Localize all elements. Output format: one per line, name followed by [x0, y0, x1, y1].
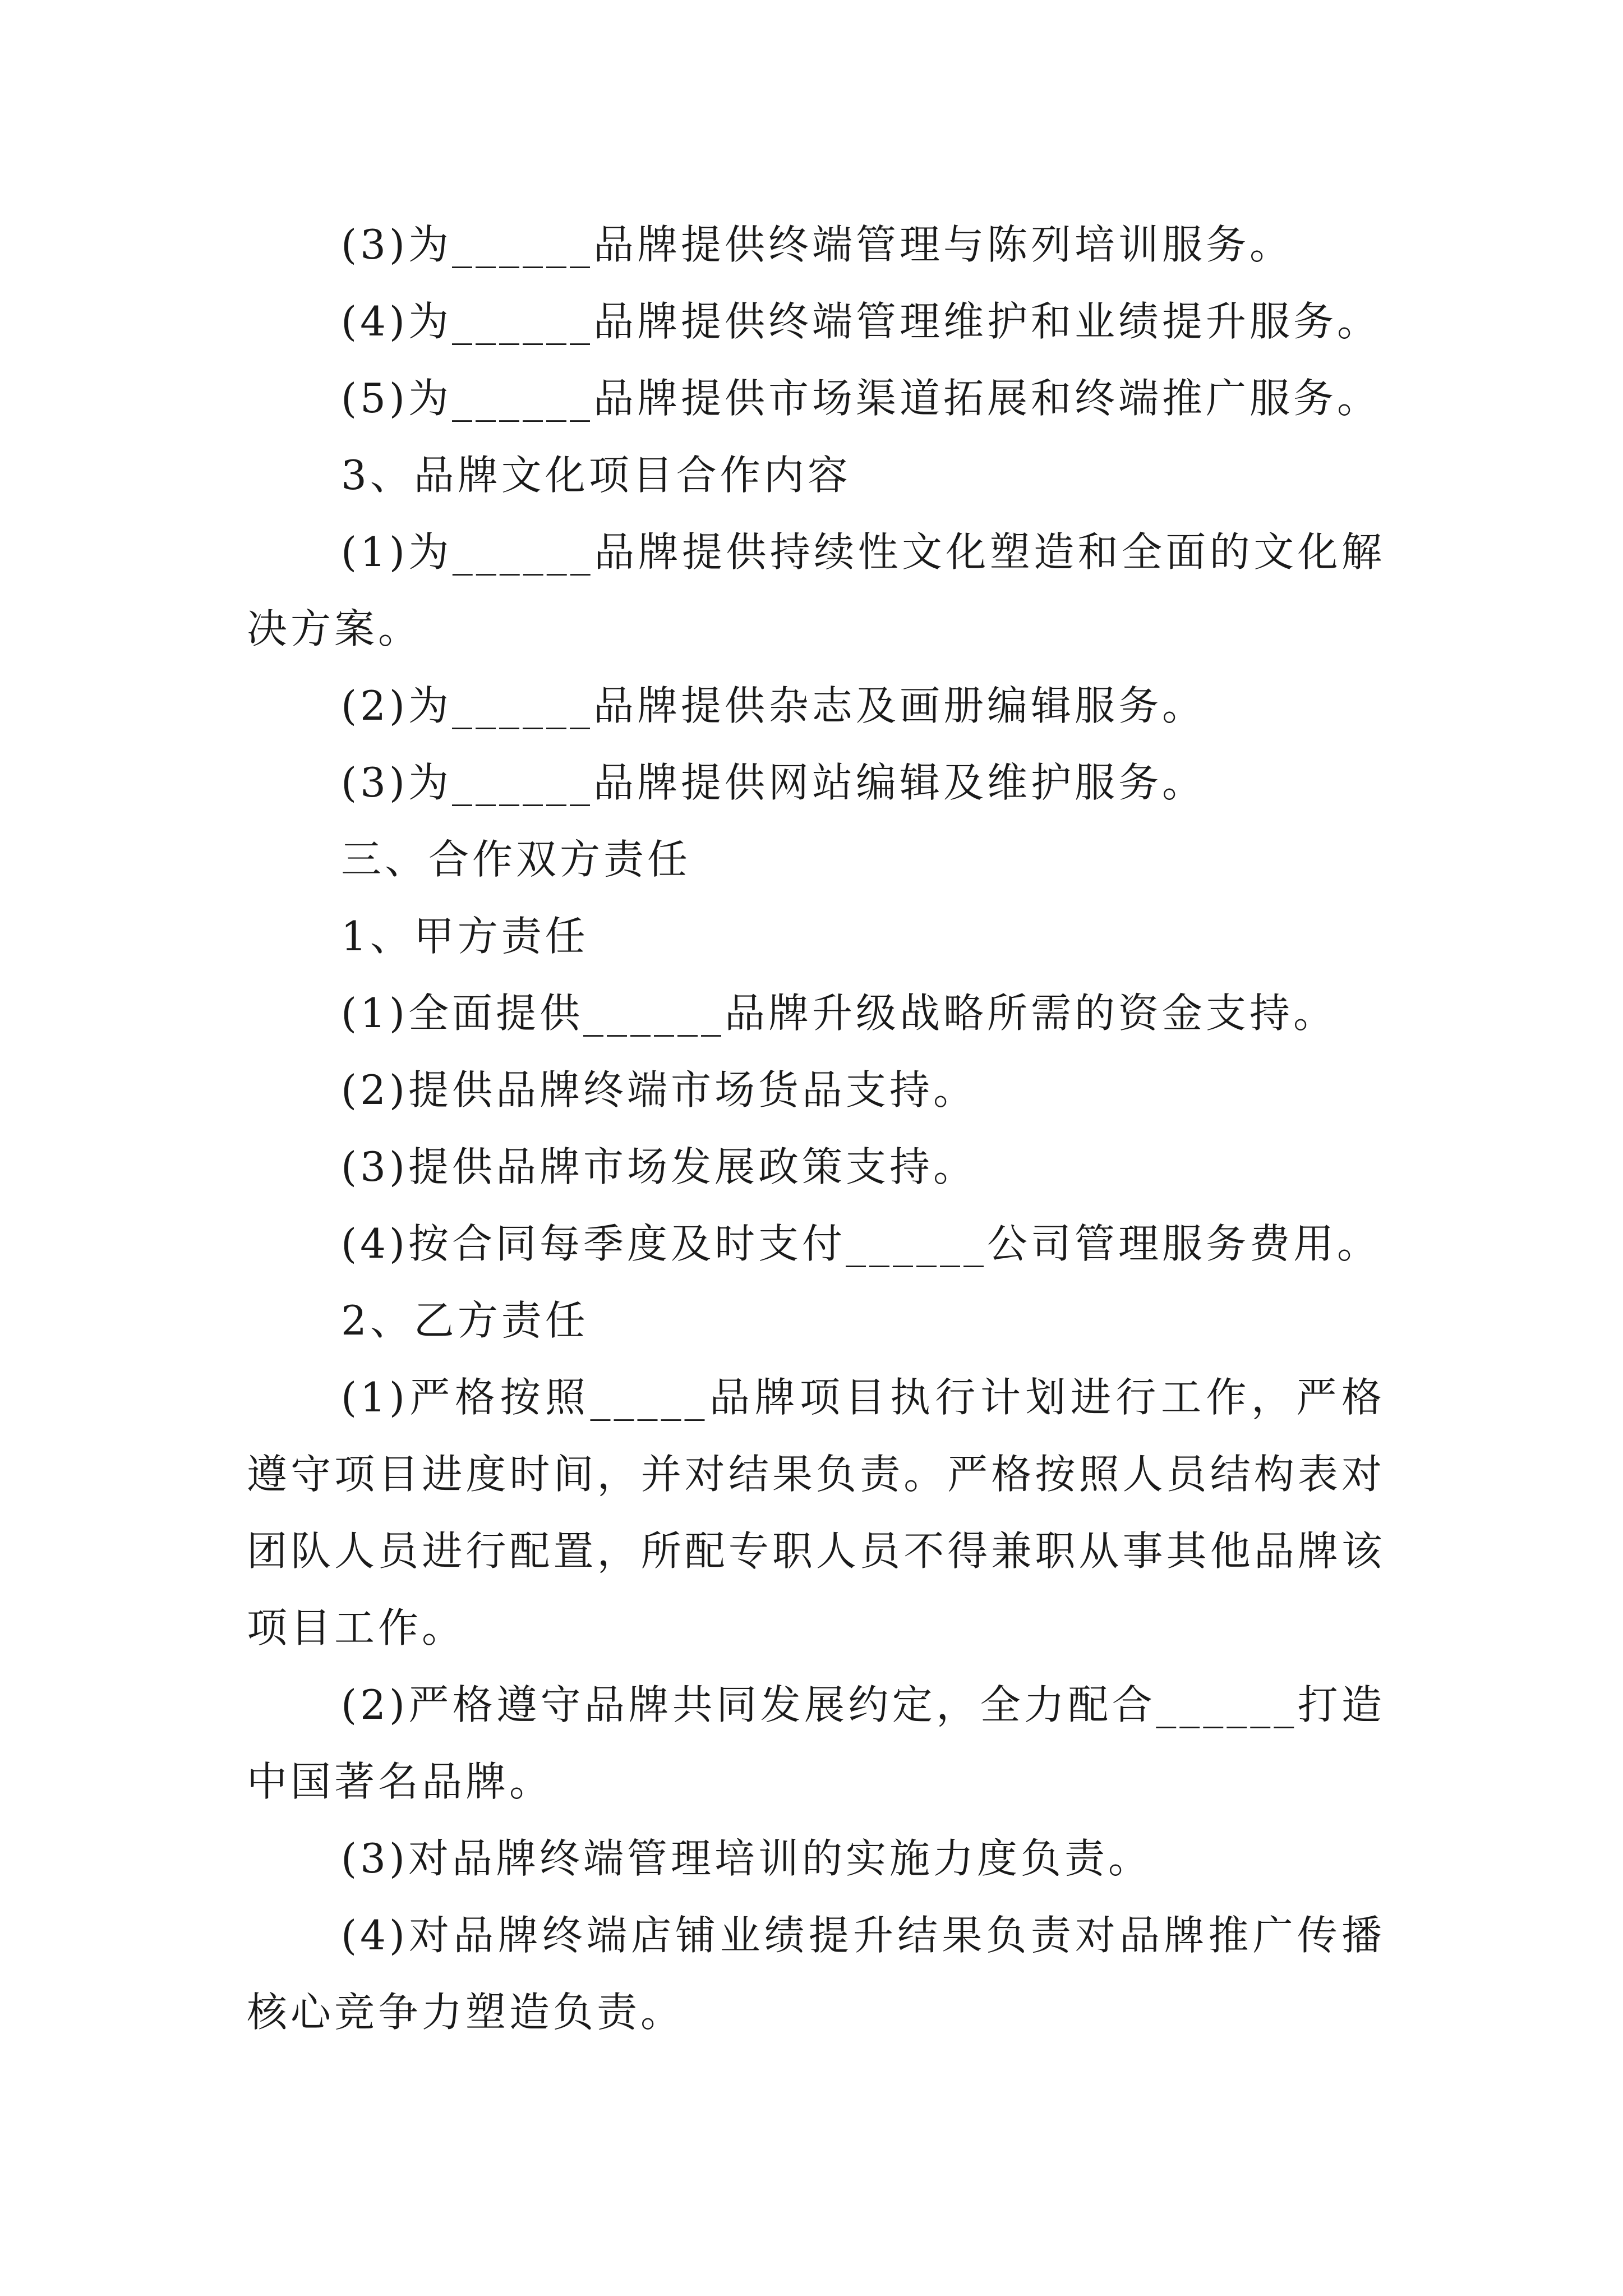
heading-responsibilities: 三、合作双方责任	[341, 836, 691, 883]
paragraph-5-channel-expansion: (5)为______品牌提供市场渠道拓展和终端推广服务。	[341, 375, 1381, 422]
party-a-item-3: (3)提供品牌市场发展政策支持。	[341, 1143, 977, 1190]
heading-party-a: 1、甲方责任	[341, 913, 589, 960]
party-a-item-1: (1)全面提供______品牌升级战略所需的资金支持。	[341, 990, 1337, 1037]
paragraph-2-magazine: (2)为______品牌提供杂志及画册编辑服务。	[341, 682, 1206, 729]
party-b-item-2: (2)严格遵守品牌共同发展约定，全力配合______打造中国著名品牌。	[247, 1681, 1385, 1805]
paragraph-3-display-training: (3)为______品牌提供终端管理与陈列培训服务。	[341, 221, 1293, 268]
party-b-item-4: (4)对品牌终端店铺业绩提升结果负责对品牌推广传播核心竞争力塑造负责。	[247, 1912, 1385, 2036]
paragraph-4-maintenance: (4)为______品牌提供终端管理维护和业绩提升服务。	[341, 298, 1381, 345]
party-a-item-2: (2)提供品牌终端市场货品支持。	[341, 1066, 977, 1114]
document-body	[247, 206, 1385, 2051]
paragraph-1-culture-solution: (1)为______品牌提供持续性文化塑造和全面的文化解决方案。	[247, 528, 1385, 652]
party-a-item-4: (4)按合同每季度及时支付______公司管理服务费用。	[341, 1220, 1381, 1267]
heading-party-b: 2、乙方责任	[341, 1297, 589, 1344]
party-b-item-1: (1)严格按照_____品牌项目执行计划进行工作，严格遵守项目进度时间，并对结果负责。严格按照人员结构表对团队人员进行配置，所配专职人员不得兼职从事其他品牌该项目工作。	[247, 1374, 1385, 1651]
party-b-item-3: (3)对品牌终端管理培训的实施力度负责。	[341, 1835, 1152, 1882]
paragraph-3-website: (3)为______品牌提供网站编辑及维护服务。	[341, 759, 1206, 806]
heading-brand-culture: 3、品牌文化项目合作内容	[341, 452, 851, 499]
